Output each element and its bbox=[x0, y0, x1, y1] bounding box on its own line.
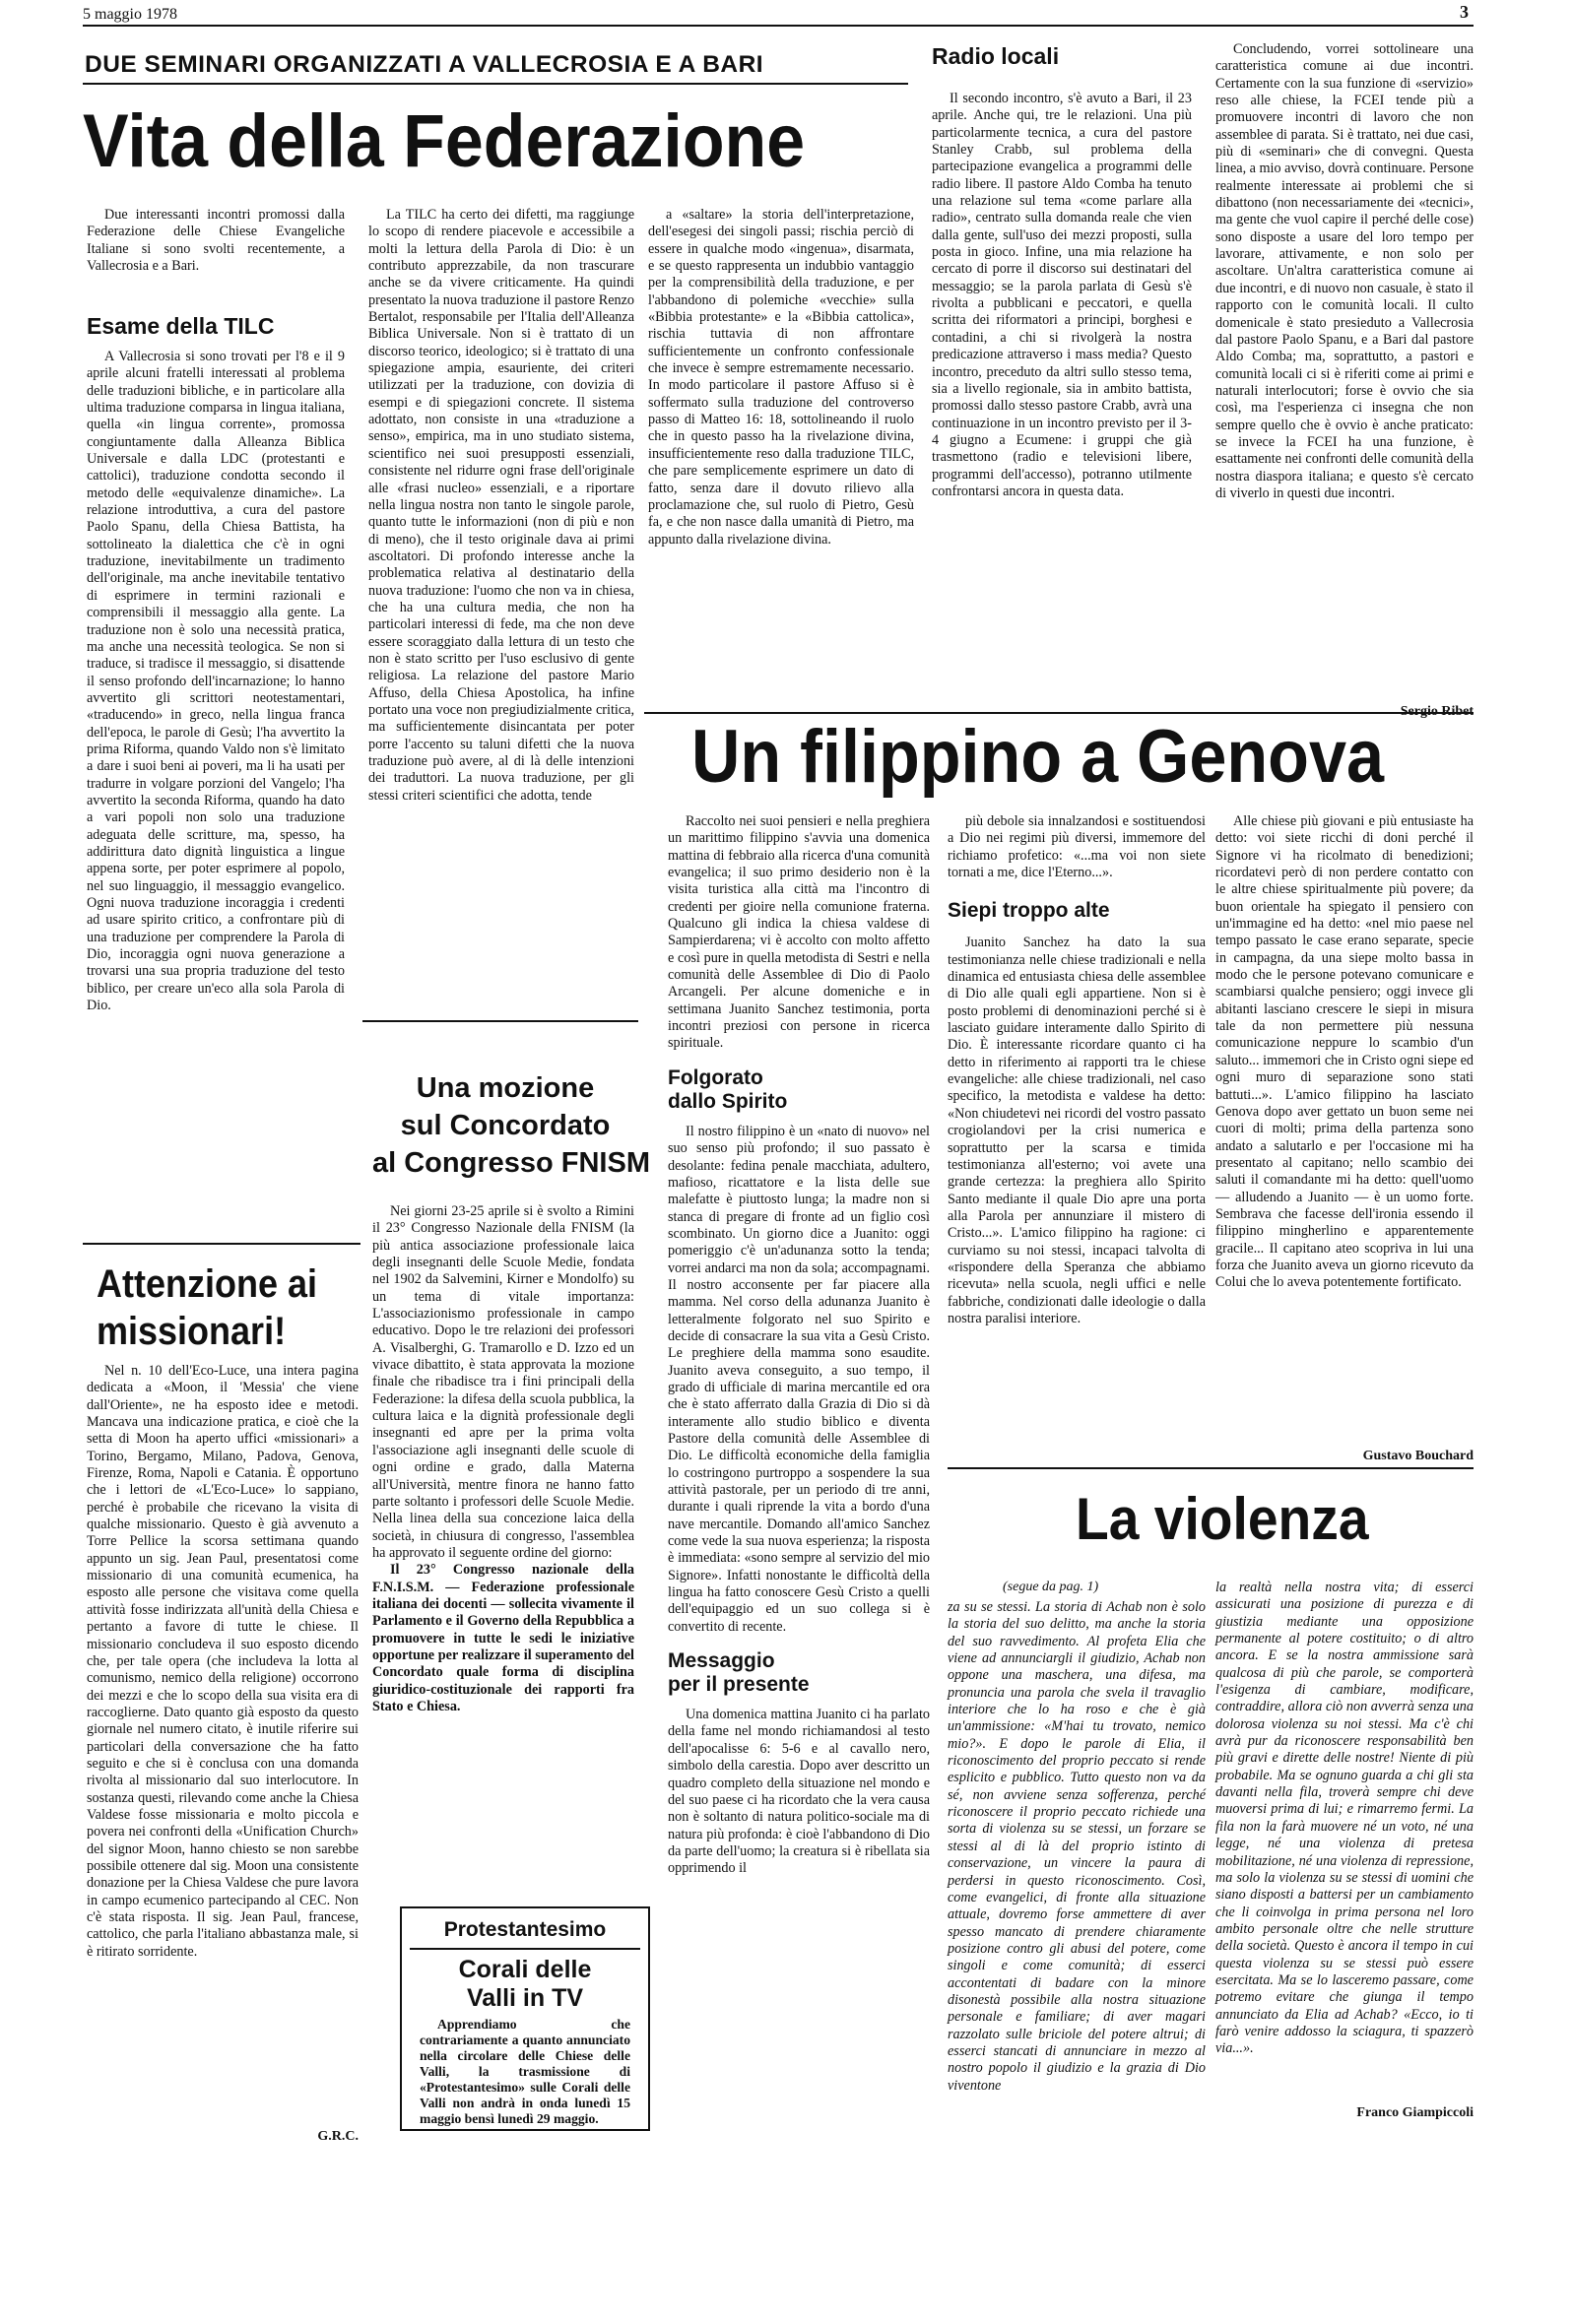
filippino-sub-siepi: Siepi troppo alte bbox=[948, 899, 1110, 923]
filippino-col2 bbox=[948, 813, 1206, 1327]
missionari-body-text: Nel n. 10 dell'Eco-Luce, una intera pagina dedicata a «Moon, il 'Messia' che viene dall'Oriente», ne ha esposto idee e metodi. Mancava una indicazione pratica, e cioè che la setta di Moon ha aperto uffici «missionari» a Torino, Bergamo, Milano, Padova, Genova, Firenze, Roma, Napoli e Catania. È opportuno che i lettori de «L'Eco-Luce» lo sappiano, perché è probabile che ricevano la visita di qualche missionario. Questo è già avvenuto a Torre Pellice la scorsa settimana quando appunto un sig. Jean Paul, presentatosi come missionario di una comunità ecumenica, ha esposto alle persone che visitava come quella attività fosse indirizzata all'unità della Chiesa e pertanto a favore di tutte le chiese. Il missionario concludeva il suo esposto dicendo che, per tale opera (che includeva la lotta al comunismo, nemico della religione) occorrono dei mezzi e che lo scopo della sua visita era di raccoglierne. Dato quanto già esposto da questo giornale nel numero citato, è inutile riferire sui particolari della conversazione che ha fatto seguito e che si è conclusa con una domanda rivolta al missionario dal suo interlocutore. In sostanza questi, rilevando come anche la Chiesa Valdese fosse missionaria e molto piccola e povera nei confronti della «Unification Church» del signor Moon, hanno chiesto se non sarebbe possibile ottenere dal sig. Moon una consistente donazione per la Chiesa Valdese che pure lavora in campo ecumenico partecipando al CEC. Non c'è stata risposta. Il sig. Jean Paul, francese, cattolico, che parla l'italiano abbastanza male, si è ritirato sorridente. bbox=[87, 1363, 359, 1960]
filippino-signature: Gustavo Bouchard bbox=[1362, 1449, 1474, 1463]
filippino-col2-text: più debole sia innalzandosi e sostituendosi a Dio nei regimi più diversi, immemore del richiamo profetico: «...ma voi non siete tornati a me, dice l'Eterno...». bbox=[948, 813, 1206, 881]
protestantesimo-rule bbox=[410, 1948, 640, 1950]
filippino-col1b-text: Il nostro filippino è un «nato di nuovo» nel suo senso più profondo; il suo passato è desolante: fedina penale macchiata, adultero, mafioso, ricattatore e la lista delle sue malefatte è piuttosto lunga; la madre non si stanca di pregare di fronte ad un figlio così scombinato. Un giorno dice a Juanito: oggi pomeriggio c'è un'adunanza sotto la tenda; vorrei andarci ma non da sola; accompagnami. Il nostro acconsente per far piacere alla mamma. Nel corso della adunanza Juanito è letteralmente folgorato nel suo Spirito e decide di consacrare la sua vita a Gesù Cristo. Le preghiere della mamma sono esaudite. Juanito aveva conseguito, a suo tempo, il grado di ufficiale di marina mercantile ed ora che è stato afferrato dalla Grazia di Dio si dà interamente allo studio biblico e diventa Pastore della comunità delle Assemblee di Dio. Le difficoltà economiche della famiglia lo costringono purtroppo a sospendere la sua attività pastorale, per un periodo di tre anni, durante i quali riprende la vita a bordo d'una nave mercantile. Domando all'amico Sanchez come vede la sua nuova esperienza; la risposta è immediata: «sono sempre al servizio del mio Signore». Infatti nonostante le difficoltà della lingua ha fatto conoscere Gesù Cristo a quelli dell'equipaggio ed un suo collega si è convertito di recente. bbox=[668, 1123, 930, 1635]
fed-title: Vita della Federazione bbox=[83, 99, 806, 183]
mozione-title-l3: al Congresso FNISM bbox=[372, 1147, 650, 1179]
filippino-sub-folgorato-l2: dallo Spirito bbox=[668, 1089, 788, 1113]
violenza-seguito: (segue da pag. 1) bbox=[1003, 1580, 1099, 1594]
radio-title: Radio locali bbox=[932, 43, 1060, 69]
violenza-col2-text: la realtà nella nostra vita; di esserci assicurati una posizione di purezza e di giustizia mediante una opposizione permanente al potere costituito; o di altro ancora. E se la nostra ammissione sarà qualcosa di più che parole, se comporterà l'esigenza di cambiare, modificare, contraddire, allora ciò non avverrà senza una dolorosa violenza su noi stessi. Ma c'è chi avrà pur da riconoscere responsabilità ben più gravi e dirette delle nostre! Niente di più probabile. Ma se ognuno guarda a chi gli sta davanti nella fila, troverà sempre chi deve muoversi prima di lui; e rimarremo fermi. La fila non la farà muovere né un voto, né una legge, né una violenza di pretesa mobilitazione, né una violenza di repressione, ma solo la violenza su se stessi di uomini che siano disposti a battersi per un cambiamento che li coinvolga in prima persona nel loro ambito personale oltre che nelle strutture della società. Questo è ancora il tempo in cui questa violenza su se stessi può essere esercitata. Ma se lo lasceremo passare, come potremo evitare che giunga il tempo annunciato da Elia ad Achab? «Ecco, io ti farò venire addosso la sciagura, ti spazzerò via...». bbox=[1215, 1580, 1474, 2057]
fed-col4 bbox=[932, 91, 1192, 500]
protestantesimo-label: Protestantesimo bbox=[443, 1918, 607, 1941]
filippino-sub-messaggio-l2: per il presente bbox=[668, 1673, 810, 1697]
fed-col5 bbox=[1215, 41, 1474, 502]
fed-col2-text: La TILC ha certo dei difetti, ma raggiunge lo scopo di rendere piacevole e accessibile a molti la lettura della Parola di Dio: è un contributo apprezzabile, da non trascurare anche se da vivere criticamente. Ha quindi presentato la nuova traduzione il pastore Renzo Bertalot, responsabile per l'Italia dell'Alleanza Biblica Universale. Non si è trattato di un discorso teorico, ideologico; si è trattato di una spiegazione ampia, esauriente, dei criteri utilizzati per la traduzione, con dovizia di esempi e di spiegazioni concrete. Il sistema adottato, non consiste in una «traduzione a senso», empirica, ma in uno studiato sistema, scientifico nei suoi presupposti essenziali, consistente nel ridurre ogni frase dell'originale alle «frasi nucleo» essenziali, e a riportare nella lingua nostra non tanto le singole parole, quanto tutte le informazioni (non di più e non di meno), che il testo originale dava ai primi ascoltatori. Di profondo interesse anche la problematica relativa al destinatario della nuova traduzione: l'uomo che non va in chiesa, che ha una cultura media, che non ha particolari interessi di fede, ma che non deve essere scoraggiato dalla lettura di un testo che non è stato scritto per l'uso esclusivo di gente religiosa. La relazione del pastore Mario Affuso, della Chiesa Apostolica, ha infine portato una voce non pregiudizialmente critica, ma sufficientemente disincantata per poter porre l'accento su taluni difetti che la nuova traduzione può avere, al di là delle intenzioni dei traduttori. La nuova traduzione, per gli stessi criteri scientifici che adotta, tende bbox=[368, 207, 634, 804]
filippino-col2b-text: Juanito Sanchez ha dato la sua testimonianza nelle chiese tradizionali e nella dinamica ed entusiasta chiesa delle assemblee di Dio alle quali egli appartiene. Non si è posto problemi di denominazioni perché si è lasciato guidare interamente dallo Spirito di Dio. È interessante ricordare quanto ci ha detto in riferimento ai rapporti tra le chiese evangeliche: alle chiese tradizionali, nel caso specifico, la metodista e valdese ha detto: «Non chiudetevi nei ricordi del vostro passato crogiolandovi per la crisi numerica e soprattutto per la scarsa e timida testimonianza all'esterno; voi avete una grande certezza: la preghiera allo Spirito Santo mediante il quale Dio apre una porta alla Parola per annunziare il mistero di Cristo...». L'amico filippino ha ragione: ci curviamo su noi stessi, incapaci talvolta di «rispondere della Speranza che abbiamo ricevuta» nella scuola, negli uffici e nelle fabbriche, condizionati dalle ideologie o dalla nostra paralisi interiore. bbox=[948, 935, 1206, 1326]
filippino-sub-messaggio bbox=[668, 1649, 930, 1697]
violenza-col1 bbox=[948, 1599, 1206, 2095]
filippino-col1 bbox=[668, 813, 930, 1878]
protestantesimo-body-text: Apprendiamo che contrariamente a quanto annunciato nella circolare delle Chiese delle Valli, la trasmissione di «Protestantesimo» sulle Corali delle Valli non andrà in onda lunedì 15 maggio bensì lunedì 29 maggio. bbox=[420, 2017, 630, 2126]
fed-lead bbox=[87, 207, 345, 275]
violenza-col2 bbox=[1215, 1580, 1474, 2058]
filippino-sub-folgorato bbox=[668, 1066, 930, 1114]
protestantesimo-title-l1: Corali delle bbox=[458, 1956, 592, 1983]
protestantesimo-box bbox=[400, 1906, 650, 2131]
fed-col2-rule bbox=[362, 1020, 638, 1022]
violenza-col1-text: za su se stessi. La storia di Achab non è solo la storia del suo delitto, ma anche la storia del suo ravvedimento. Al profeta Elia che viene ad annunciargli il giudizio, Achab non oppone una maschera, una difesa, ma pronuncia una parola che svela il travaglio interiore che lo ha roso e che è già un'ammissione: «M'hai tu trovato, nemico mio?». E dopo le parole di Elia, il riconoscimento del proprio peccato si rende esplicito e pubblico. Tutto questo non va da sé, non avviene senza sofferenza, perché riconoscere il proprio peccato richiede una sorta di violenza su se stessi, un forzare se stessi al di là del proprio istinto di conservazione, un vincere la paura di perdersi in questo riconoscimento. Così, come evangelici, di fronte alla situazione attuale, dovremo forse ammettere di aver spesso mancato di prendere chiaramente posizione contro gli abusi del potere, come singoli e come comunità; di esserci accontentati di badare con la minore disonestà possibile alla nostra situazione personale e familiare; di aver magari razzolato sulle briciole del potere altrui; di esserci stancati di annunciare in mezzo al nostro popolo il giudizio e la grazia di Dio viventone bbox=[948, 1599, 1206, 2094]
fed-lead-text: Due interessanti incontri promossi dalla Federazione delle Chiese Evangeliche Italiane si sono svolti recentemente, a Vallecrosia e a Bari. bbox=[87, 207, 345, 275]
filippino-bottom-rule bbox=[948, 1467, 1474, 1469]
fed-col3 bbox=[648, 207, 914, 549]
missionari-title-text: Attenzione ai missionari! bbox=[97, 1262, 318, 1353]
fed-col4-text: Il secondo incontro, s'è avuto a Bari, il 23 aprile. Anche qui, tre le relazioni. Una più particolarmente tecnica, a cura del pastore Stanley Crabb, sul problema della partecipazione evangelica a programmi delle radio libere. Il pastore Aldo Comba ha tenuto una relazione sul tema «come parlare alla radio», centrato sulla domanda reale che vien dalla gente, sull'uso dei mezzi proposti, sulla posta in gioco. Infine, una mia relazione ha cercato di porre il discorso sui destinatari del messaggio; se la parola parlata di Gesù s'è rivolta a pubblicani e peccatori, e quella scritta dei riformatori a principi, borghesi e contadini, a chi si rivolgerà la nostra predicazione attraverso i mass media? Questo incontro, preceduto da altri sullo stesso tema, sia a livello regionale, sia in ambito battista, promossi dallo stesso pastore Crabb, avrà una continuazione in un incontro previsto per il 3-4 giugno a Ecumene: i gruppi che già trasmettono (radio e televisioni libere, programmi dell'accesso), potranno utilmente confrontarsi ancora in questa data. bbox=[932, 91, 1192, 499]
missionari-signature: G.R.C. bbox=[317, 2129, 359, 2144]
fed-bottom-rule bbox=[644, 712, 1474, 714]
filippino-col1-text: Raccolto nei suoi pensieri e nella preghiera un marittimo filippino s'avvia una domenica mattina di febbraio alla ricerca d'una comunità evangelica; il suo primo desiderio non è la visita turistica alla città ma l'incontro di credenti per gioire nella comunione fraterna. Qualcuno gli indica la chiesa valdese di Sampierdarena; vi è accolto con molto affetto e così pure in quella metodista di Sestri e nella comunità delle Assemblee di Dio di Paolo Arcangeli. Per alcune domeniche e in settimana Juanito Sanchez testimonia, porta incontri preziosi con persone in ricerca spirituale. bbox=[668, 813, 930, 1052]
mozione-body-text: Nei giorni 23-25 aprile si è svolto a Rimini il 23° Congresso Nazionale della FNISM (la più antica associazione professionale laica degli insegnanti delle Scuole Medie, fondata nel 1902 da Salvemini, Kirner e Mondolfo) su un tema di vitale importanza: L'associazionismo professionale in campo educativo. Dopo le tre relazioni dei professori A. Visalberghi, G. Tramarollo e D. Izzo ed un vivace dibattito, è stata approvata la mozione finale che ribadisce tra i fini principali della Federazione: la difesa della scuola pubblica, la cultura laica e la dignità professionale degli insegnanti ed apre per la prima volta l'associazione agli insegnanti delle scuole di ogni ordine e grado, dalla Materna all'Università, mentre finora ne hanno fatto parte soltanto i professori delle Scuole Medie. Nella linea della sua concezione laica della società, in chiusura di congresso, l'assemblea ha approvato il seguente ordine del giorno: bbox=[372, 1203, 634, 1561]
header-rule bbox=[83, 25, 1474, 27]
fed-col1 bbox=[87, 349, 345, 1014]
fed-col1-text: A Vallecrosia si sono trovati per l'8 e il 9 aprile alcuni fratelli interessati al problema delle traduzioni bibliche, e in particolare alla ultima traduzione comparsa in lingua italiana, quella «in lingua corrente», promossa congiuntamente dalla Alleanza Biblica Universale e dalla LDC (protestanti e cattolici), traduzione condotta secondo il metodo delle «equivalenze dinamiche». La relazione introduttiva, a cura del pastore Paolo Spanu, della Chiesa Battista, ha sottolineato la dialettica che c'è in ogni traduzione, inevitabilmente un tradimento dell'originale, ma anche inevitabile tentativo di esprimere in termini razionali e comprensibili il messaggio alla gente. La traduzione non è solo una necessità pratica, ma anche una necessità teologica. Se non si traduce, si tradisce il messaggio, si disattende il senso profondo dell'incarnazione; lo hanno avvertito gli scrittori neotestamentari, «traducendo» in greco, nella lingua franca dell'epoca, le parole di Gesù; l'ha avvertito la prima Riforma, quando Valdo non s'è limitato a dare i suoi beni ai poveri, ma li ha usati per tradurre in volgare porzioni del Vangelo; l'ha avvertito la seconda Riforma, quando ha dato a vari popoli non solo una traduzione adeguata delle scritture, ma, spesso, ha addirittura dato dignità linguistica a lingue appena sorte, per poter esprimere al popolo, nel suo linguaggio, il messaggio evangelico. Ogni nuova traduzione incoraggia i credenti ad usare spirito critico, a confrontare più di una traduzione per comprendere la Parola di Dio, incoraggia ogni nuova generazione a trovarsi una sua propria traduzione del testo biblico, per creare un'eco alla sola Parola di Dio. bbox=[87, 349, 345, 1014]
protestantesimo-title-l2: Valli in TV bbox=[466, 1984, 584, 2012]
page-number: 3 bbox=[1460, 2, 1469, 22]
mozione-title-l2: sul Concordato bbox=[400, 1110, 611, 1141]
missionari-body bbox=[87, 1363, 359, 1961]
mozione-title bbox=[372, 1069, 650, 1182]
mozione-bold-text: Il 23° Congresso nazionale della F.N.I.S.M. — Federazione professionale italiana dei docenti — sollecita vivamente il Parlamento e il Governo della Repubblica a promuovere in tutte le sedi le iniziative opportune per realizzare il superamento del Concordato quale forma di disciplina giuridico-costituzionale dei rapporti fra Stato e Chiesa. bbox=[372, 1562, 634, 1714]
filippino-col3-text: Alle chiese più giovani e più entusiaste ha detto: voi siete ricchi di doni perché il Signore vi ha ricolmato di benedizioni; ricordatevi però di non perdere contatto con le altre chiese spiritualmente più povere; da buon orientale ha spiegato il pensiero con un'immagine ed ha detto: «nel mio paese nel tempo passato le case erano separate, specie in campagna, da una siepe molto bassa in modo che le persone potevano comunicare e scambiarsi qualche pensiero; oggi invece gli abitanti lasciano crescere le siepi in misura tale da non permettere più nessuna comunicazione neppure lo scambio d'un saluto... immemori che in Cristo ogni siepe ed ogni muro di separazione sono stati battuti...». L'amico filippino ha lasciato Genova dopo aver gettato un buon seme nei cuori di molti; prima della partenza sono andato a salutarlo e per l'occasione mi ha presentato al capitano; nello scambio dei saluti il comandante mi ha detto: quell'uomo — alludendo a Juanito — è un uomo forte. Sembrava che facesse dell'ironia essendo il filippino mingherlino e apparentemente gracile... Il capitano ateo scopriva in lui una forza che Juanito aveva un giorno ricevuto da Colui che lo aveva potentemente fortificato. bbox=[1215, 813, 1474, 1291]
filippino-col3 bbox=[1215, 813, 1474, 1292]
fed-col3-text: a «saltare» la storia dell'interpretazione, dell'esegesi dei singoli passi; rischia perciò di essere in qualche modo «ingenua», disarmata, e se questo rappresenta un indubbio vantaggio per la comprensibilità della traduzione, e per l'abbandono di polemiche «vecchie» sulla «Bibbia protestante» e la «Bibbia cattolica», rischia tuttavia di non affrontare sufficientemente un confronto confessionale che invece è sempre estremamente necessario. In modo particolare il pastore Affuso si è soffermato sulla traduzione del controverso passo di Matteo 16: 18, sottolineando il ruolo che in questo passo ha la rivelazione divina, insufficientemente reso dalla traduzione TILC, che pare semplicemente esprimere un dato di fatto, senza dare il dovuto rilievo alla proclamazione che, sul ruolo di Pietro, Gesù fa, e che non nasce dalla umanità di Pietro, ma appunto dalla rivelazione divina. bbox=[648, 207, 914, 548]
filippino-sub-folgorato-l1: Folgorato bbox=[668, 1065, 763, 1089]
fed-col2 bbox=[368, 207, 634, 805]
violenza-title: La violenza bbox=[1076, 1486, 1369, 1552]
fed-kicker: DUE SEMINARI ORGANIZZATI A VALLECROSIA E A BARI bbox=[85, 51, 764, 78]
missionari-title bbox=[97, 1260, 336, 1355]
mozione-body bbox=[372, 1203, 634, 1715]
protestantesimo-title bbox=[402, 1956, 648, 2013]
fed-col5-text: Concludendo, vorrei sottolineare una caratteristica comune ai due incontri. Certamente con la sua funzione di «servizio» reso alle chiese, la FCEI tende più a promuovere incontri di lavoro che non assemblee di parata. Si è trattato, nei due casi, più di «seminari» che di convegni. Questa linea, a mio avviso, dovrà continuare. Persone realmente interessate ai problemi che si dibattono (non necessariamente dei «tecnici», ma gente che vuol capire il perché delle cose) sono disposte a usare del loro tempo per lavorare, attivamente, e non solo per ascoltare. Un'altra caratteristica comune ai due incontri, e di nuovo non casuale, è stato il rapporto con le comunità locali. Il culto domenicale è stato presieduto a Vallecrosia dal pastore Paolo Spanu, e a Bari dal pastore Aldo Comba; ma, soprattutto, a pastori e comunità locali ci si è riferiti come ai primi e naturali interlocutori; forse è ovvio che sia così, ma l'esperienza ci insegna che non sempre quello che è ovvio è anche praticato: se invece la FCEI ha una funzione, è esattamente nei confronti delle comunità della nostra diaspora italiana; e questo s'è cercato di viverlo in questi due incontri. bbox=[1215, 41, 1474, 501]
protestantesimo-body bbox=[420, 2017, 630, 2127]
fed-col1-rule bbox=[83, 1243, 360, 1245]
filippino-col1c-text: Una domenica mattina Juanito ci ha parlato della fame nel mondo richiamandosi al testo dell'apocalisse 6: 5-6 e al cavallo nero, simbolo della carestia. Dopo aver descritto un quadro completo della situazione nel mondo e del suo paese ci ha ricordato che la vera causa non è soltanto di natura politico-sociale ma di natura più profonda: è cioè l'abbandono di Dio da parte dell'uomo; la creatura si è ribellata sia opprimendo il bbox=[668, 1707, 930, 1877]
kicker-rule bbox=[83, 83, 908, 85]
filippino-title: Un filippino a Genova bbox=[691, 715, 1385, 799]
filippino-sub-messaggio-l1: Messaggio bbox=[668, 1649, 775, 1673]
violenza-signature: Franco Giampiccoli bbox=[1356, 2105, 1474, 2120]
page-date: 5 maggio 1978 bbox=[83, 6, 177, 23]
mozione-title-l1: Una mozione bbox=[416, 1072, 595, 1104]
fed-sub-tilc: Esame della TILC bbox=[87, 313, 275, 339]
